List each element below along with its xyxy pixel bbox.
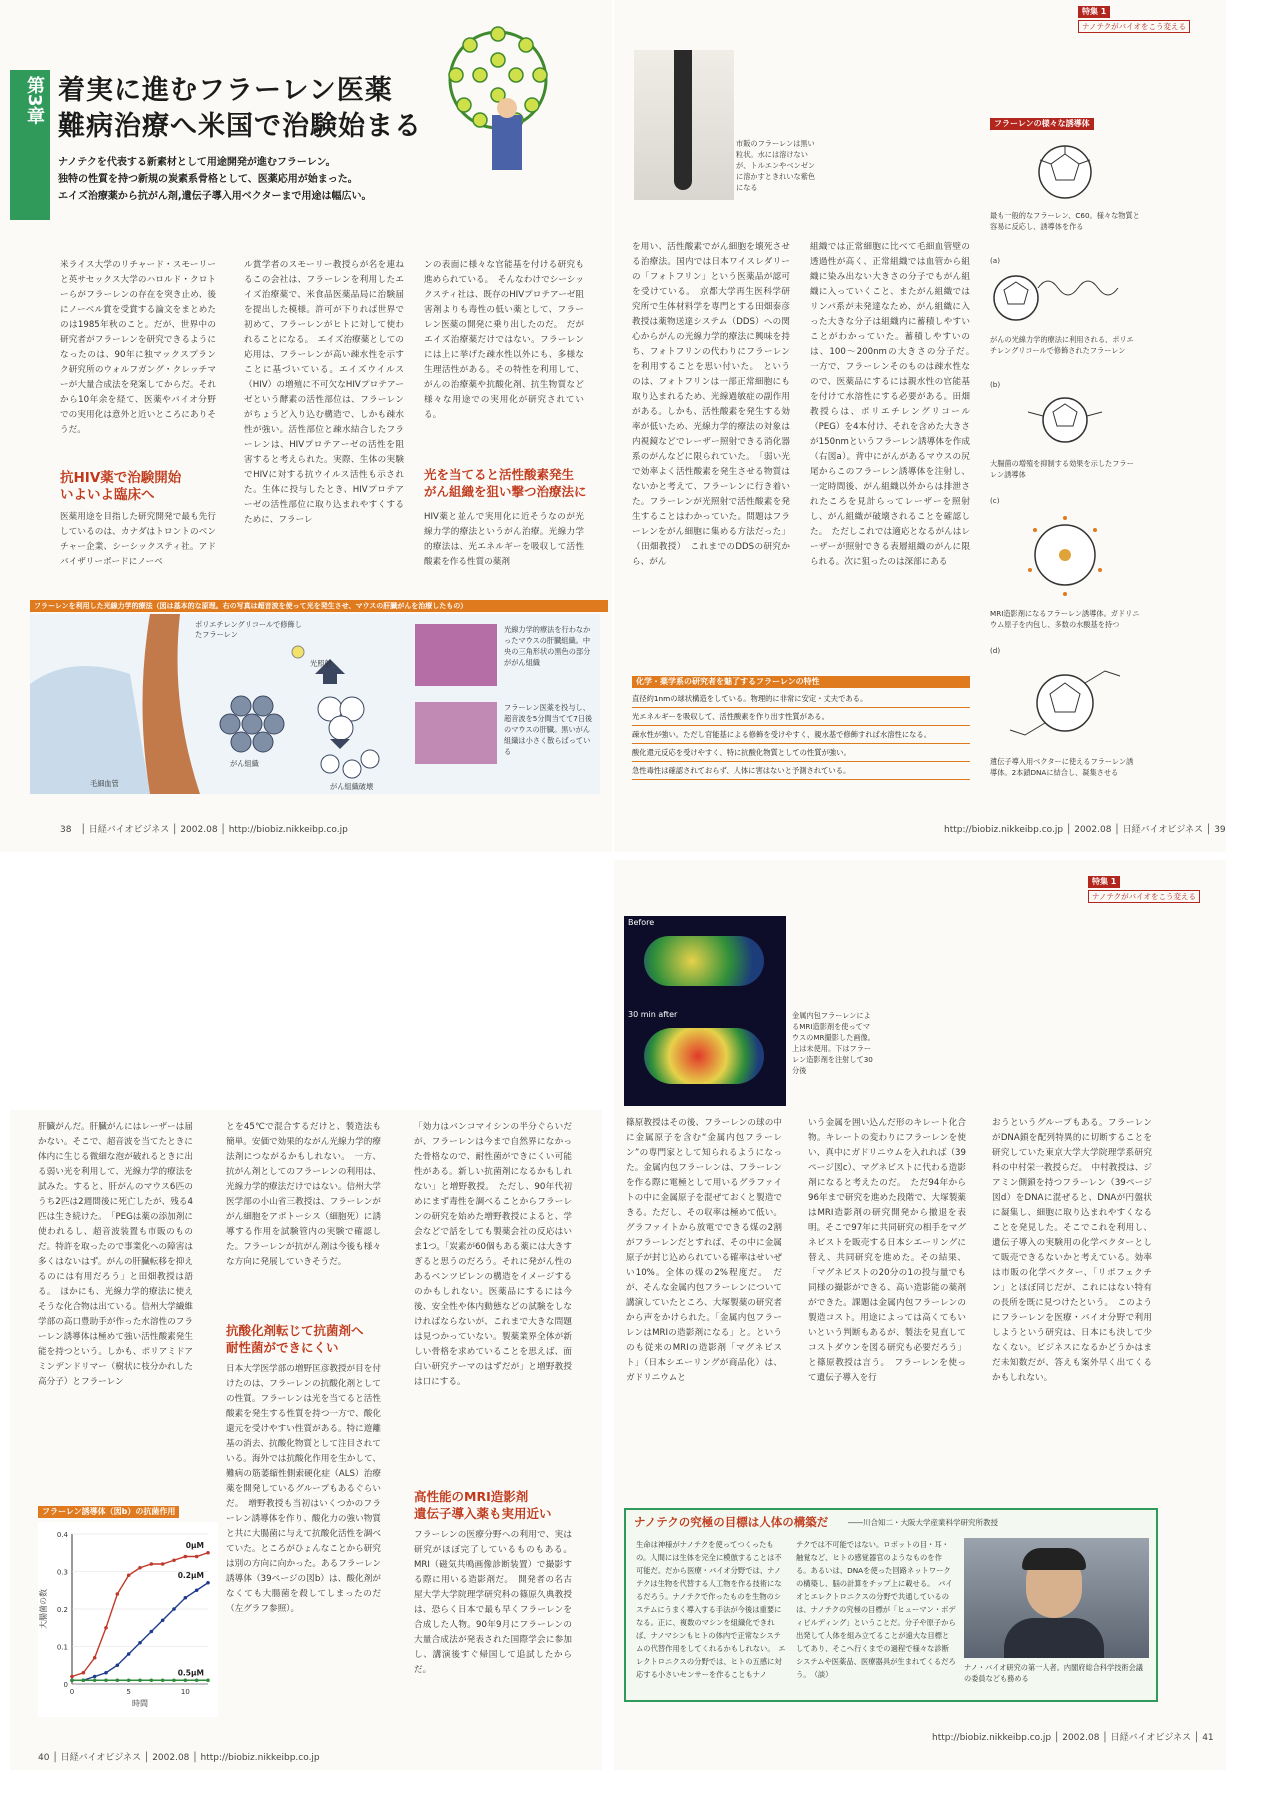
data-point	[138, 1678, 142, 1682]
data-point	[104, 1678, 108, 1682]
y-tick-label: 0.4	[56, 1531, 68, 1539]
body-col2-p39: 組織では正常細胞に比べて毛細血管壁の透過性が高く、正常組織では血管から組織に染み出ない大きさの分子でもがん組織に入っていくこと、またがん組織ではリンパ系が未発達なため、がん組織に入った大きな分子は組織内に蓄積しやすいことがわかっていた。蓄積しやすいのは、100～200nmの大きさの分子だ。 一方で、フラーレンそのものは疎水性なので、医薬品にするには親水性の官能基を付けて水溶性にする必要がある。田畑教授らは、ポリエチレングリコール（PEG）を4本付け、それを含めた大きさが150nmというフラーレン誘導体を作成（右図a）。背中にがんがあるマウスの尻尾からこのフラーレン誘導体を注射し、一定時間後、がん組織以外からは排泄されたころを見計らってレーザーを照射し、がん組織が破壊されることを確認した。 ただしこれでは適応となるがんはレーザーが照射できる表層組織のがんに限られる。次に狙ったのは深部にある	[810, 242, 979, 567]
chapter-label: 第3章	[24, 76, 45, 125]
caption-mri: 金属内包フラーレンによるMRI造影剤を使ってマウスのMR撮影した画像。上は未使用。下はフラーレン造影剤を注射して30分後	[792, 1011, 875, 1075]
lead-line2: 独特の性質を持つ新規の炭素系骨格として、医薬応用が始まった。	[58, 174, 358, 185]
structure-a	[990, 268, 1140, 328]
data-point	[206, 1678, 210, 1682]
data-point	[161, 1562, 165, 1566]
properties-row: 酸化還元反応を受けやすく、特に抗酸化物質としての性質が強い。	[632, 744, 970, 762]
x-tick-label: 5	[126, 1688, 131, 1696]
data-point	[104, 1671, 108, 1675]
x-tick-label: 10	[180, 1688, 190, 1696]
body-col3b-p38: HIV薬と並んで実用化に近そうなのが光線力学的療法というがん治療。光線力学的療法は、光エネルギーを吸収して活性酸素を作る性質の薬剤	[424, 512, 584, 567]
data-point	[93, 1678, 97, 1682]
chart-title-antibacterial: フラーレン誘導体（図b）の抗菌作用	[38, 1506, 179, 1518]
sb-label-c: (c)	[990, 496, 1000, 505]
data-point	[172, 1607, 176, 1611]
body-col1-p38: 米ライス大学のリチャード・スモーリーと英サセックス大学のハロルド・クロトーらがフラーレンの存在を突き止め、後にノーベル賞を受賞する論文をまとめたのは1985年秋のこと。だが、世界中の研究者がフラーレンを研究できるようになったのは、90年に独マックスプランク研究所のウォルフガング・クレッチマーが大量合成法を発案してからだ。それから10年余を経て、医薬やバイオ分野での実用化は意外と近いところにありそうだ。	[60, 260, 216, 435]
fullerene-tube-photo	[634, 50, 734, 200]
structure-c	[990, 510, 1140, 600]
properties-row: 直径約1nmの球状構造をしている。物理的に非常に安定・丈夫である。	[632, 690, 970, 708]
subsection-label-p41: ナノテクがバイオをこう変える	[1088, 890, 1200, 903]
label-cancer-destroyed: がん組織破壊	[330, 782, 374, 791]
sidebar-title: フラーレンの様々な誘導体	[990, 118, 1094, 130]
properties-table	[632, 690, 970, 780]
heading-hiv-line1: 抗HIV薬で治験開始	[60, 470, 182, 486]
data-point	[150, 1678, 154, 1682]
data-point	[195, 1555, 199, 1559]
section-label-p39: 特集 1	[1078, 6, 1110, 18]
caption-photo-treated: フラーレン医薬を投与し、超音波を5分間当てて7日後のマウスの肝臓。黒いがん組織は小さく散らばっている	[504, 703, 593, 756]
body-col1-p40: 肝臓がんだ。肝臓がんにはレーザーは届かない。そこで、超音波を当てたときに体内に生じる微細な泡が破れるときに出る弱い光を利用して、光線力学的療法を試みた。すると、肝がんのマウス6匹のうち2匹は2週間後に死亡したが、残る4匹は生き続けた。 「PEGは薬の添加剤に使われるし、超音波装置も市販のものだ。特許を取ったので事業化への障害は多くはないはず。がんの肝臓転移を抑えるのには有用だろう」と田畑教授は語る。 ほかにも、光線力学的療法に使えそうな化合物は出ている。信州大学繊維学部の高口豊助手が作った水溶性のフラーレン誘導体は極めて強い活性酸素発生能を持つという。しかも、ポリアミドアミンデンドリマー（樹状に枝分かれした高分子）とフラーレン	[38, 1122, 193, 1387]
x-axis-label: 時間	[132, 1699, 148, 1708]
data-point	[104, 1626, 108, 1630]
label-peg-fullerene: ポリエチレングリコールで修飾したフラーレン	[195, 620, 302, 639]
heading-antibacterial-line2: 耐性菌ができにくい	[226, 1340, 339, 1355]
lead-line1: ナノテクを代表する新素材として用途開発が進むフラーレン。	[58, 157, 336, 168]
page-40	[10, 1110, 602, 1770]
structure-d	[990, 658, 1140, 748]
data-point	[150, 1562, 154, 1566]
folio-p38: 38 │ 日経バイオビジネス │ 2002.08 │ http://biobiz.nikkeibp.co.jp	[60, 825, 348, 835]
properties-row: 急性毒性は確認されておらず、人体に害はないと予測されている。	[632, 762, 970, 780]
x-tick-label: 0	[69, 1688, 75, 1696]
heading-mri-line1: 高性能のMRI造影剤	[414, 1489, 529, 1504]
interview-author: ――川合知二・大阪大学産業科学研究所教授	[848, 1518, 998, 1527]
heading-antibacterial	[226, 1322, 391, 1356]
data-point	[127, 1573, 131, 1577]
caption-photo-untreated: 光線力学的療法を行わなかったマウスの肝臓組織。中央の三角形状の黒色の部分ががん組織	[504, 625, 591, 667]
data-point	[138, 1566, 142, 1570]
data-point	[138, 1641, 142, 1645]
data-point	[116, 1592, 120, 1596]
sb-label-a: (a)	[990, 256, 1001, 265]
figure-bar-photodynamic: フラーレンを利用した光線力学的療法（図は基本的な原理。右の写真は超音波を使って光を発生させ、マウスの肝臓がんを治療したもの）	[30, 600, 608, 612]
sb-caption-c: MRI造影剤になるフラーレン誘導体。ガドリニウム原子を内包し、多数の水酸基を持つ	[990, 609, 1140, 629]
sb-caption-a: がんの光線力学的療法に利用される、ポリエチレングリコールで修飾されたフラーレン	[990, 335, 1134, 355]
lead-text	[58, 154, 372, 205]
properties-row: 光エネルギーを吸収して、活性酸素を作り出す性質がある。	[632, 708, 970, 726]
body-col2a-p40: とを45℃で混合するだけと、製造法も簡単。安価で効果的ながん光線力学的療法剤につながるかもしれない。 一方、抗がん剤としてのフラーレンの利用は、光線力学的療法だけではない。信州大学医学部の小山省三教授は、フラーレンががん細胞をアポトーシス（細胞死）に誘導する作用を試験管内の実験で確認した。フラーレンが抗がん剤は今後も様々な方向に発展していきそうだ。	[226, 1122, 381, 1267]
data-point	[184, 1555, 188, 1559]
structure-b	[990, 390, 1140, 450]
interview-box	[624, 1508, 1158, 1702]
sidebar-derivatives	[990, 118, 1140, 818]
data-point	[93, 1656, 97, 1660]
chart-svg	[38, 1522, 218, 1717]
mri-before-label: Before	[628, 918, 655, 927]
heading-hiv-line2: いよいよ臨床へ	[60, 487, 155, 503]
section-label-p41: 特集 1	[1088, 876, 1120, 888]
portrait-photo	[964, 1538, 1149, 1658]
series-label: 0μM	[185, 1540, 204, 1550]
fullerene-mascot	[440, 20, 560, 180]
interview-col1: 生命は神様がナノテクを使ってつくったもの。人間には生体を完全に模倣することは不可能だ。だから医療・バイオ分野では、ナノテクは生物を代替する人工物を作る技術になるだろう。ナノテクで作ったものを生物のシステムにうまく導入する手法が今後は重要になる。正に、複数のマシンを組織化できれば、ナノマシンもヒトの体内で正常なシステムの代替作用をしてくれるかもしれない。 エレクトロニクスの分野では、ヒトの五感に対応する小さいセンサーを作ることもナノ	[636, 1540, 786, 1679]
interview-title: ナノテクの究極の目標は人体の構築だ	[634, 1515, 829, 1529]
page-title-line1: 着実に進むフラーレン医薬	[58, 75, 393, 106]
heading-hiv	[60, 470, 220, 504]
data-point	[82, 1678, 86, 1682]
heading-antibacterial-line1: 抗酸化剤転じて抗菌剤へ	[226, 1323, 364, 1338]
body-col3-p41: おうというグループもある。フラーレンがDNA鎖を配列特異的に切断することを研究していた東京大学大学院理学系研究科の中村栄一教授らだ。 中村教授は、ジアミン側鎖を持つフラーレン（39ページ図d）をDNAに混ぜると、DNAが円盤状に凝集し、細胞に取り込まれやすくなることを発見した。そこでこれを利用し、遺伝子導入の実験用の化学ベクターとして販売できるないかと考えている。効率は市販の化学ベクター、「リポフェクチン」とほぼ同じだが、これにはない特有の長所を既に見つけたという。 このようにフラーレンを医療・バイオ分野で利用しようという研究は、日本にも決して少なくない。ビジネスになるかどうかはまだ未知数だが、答えも案外早く出てくるかもしれない。	[992, 1118, 1152, 1383]
data-point	[161, 1618, 165, 1622]
y-tick-label: 0.1	[56, 1643, 68, 1652]
y-axis-label: 大腸菌の数	[39, 1589, 48, 1629]
caption-fullerene-tube: 市販のフラーレンは黒い粒状。水には溶けないが、トルエンやベンゼンに溶かすときれいな紫色になる	[736, 139, 816, 192]
data-point	[116, 1663, 120, 1667]
folio-p40: 40 │ 日経バイオビジネス │ 2002.08 │ http://biobiz.nikkeibp.co.jp	[38, 1753, 320, 1763]
body-col1-p41: 篠原教授はその後、フラーレンの球の中に金属原子を含む“金属内包フラーレン”の専門家として知られるようになった。金属内包フラーレンは、フラーレンを作る際に電極として用いるグラファイトの中に金属原子を混ぜておくと製造できる。ただし、その収率は極めて低い。グラファイトから放電でできる煤の2割がフラーレンだとすれば、その中に金属原子が封じ込められている確率はせいぜい10%。全体の煤の2%程度だ。 だが、そんな金属内包フラーレンについて講演していたところ、大塚製薬の研究者から声をかけられた。「金属内包フラーレンはMRIの造影剤になる」と。というのも従来のMRIの造影剤「マグネビスト」（日本シエーリングが商品化）は、ガドリニウムと	[626, 1118, 782, 1383]
page-39	[614, 0, 1226, 852]
y-tick-label: 0.3	[56, 1568, 68, 1577]
data-point	[206, 1581, 210, 1585]
label-cancer-tissue: がん組織	[230, 759, 259, 768]
label-capillary: 毛細血管	[90, 779, 119, 788]
body-col2b-p40: 日本大学医学部の増野匡彦教授が目を付けたのは、フラーレンの抗酸化剤としての性質。フラーレンは光を当てると活性酸素を発生する性質を持つ一方で、酸化還元を受けやすい性質がある。特に遊離基の消去、抗酸化物質として注目されている。海外では抗酸化作用を生かして、難病の筋萎縮性側索硬化症（ALS）治療薬を開発しているグループもあるぐらいだ。 増野教授も当初はいくつかのフラーレン誘導体を作り、酸化力の強い物質と共に大腸菌に与えて抗酸化活性を調べていた。ところがひょんなことから研究は別の方向に向かった。あるフラーレン誘導体（39ページの図b）は、酸化剤がなくても大腸菌を殺してしまったのだ（左グラフ参照）。	[226, 1364, 381, 1614]
data-point	[127, 1652, 131, 1656]
subsection-label-p39: ナノテクがバイオをこう変える	[1078, 20, 1190, 33]
body-col3a-p40: 「効力はバンコマイシンの半分ぐらいだが、フラーレンは今まで自然界になかった骨格なので、耐性菌ができにくい可能性がある。新しい抗菌剤になるかもしれない」と増野教授。 ただし、90年代初めにまず毒性を調べることからフラーレンの研究を始めた増野教授によると、学会などで話をしても製薬会社の反応はいま1つ。「炭素が60個もある薬には大きすぎると思うのだろう。それに発がん性のあるベンツピレンの構造をイメージするのかもしれない。医薬品にするには今後、安全性や体内動態などの試験をしなければならないが、これまで大きな問題は見つかっていない。製薬業界全体が新しい骨格を求めていることを思えば、面白い研究テーマのはずだが」と増野教授は口にする。	[414, 1122, 572, 1387]
sb-caption-c60: 最も一般的なフラーレン、C60。様々な物質と容易に反応し、誘導体を作る	[990, 211, 1140, 231]
figure-photodynamic	[30, 614, 600, 794]
sb-caption-d: 遺伝子導入用ベクターに使えるフラーレン誘導体。2本鎖DNAに結合し、凝集させる	[990, 757, 1134, 777]
chart-antibacterial	[38, 1522, 218, 1717]
data-point	[184, 1678, 188, 1682]
data-point	[172, 1678, 176, 1682]
data-point	[195, 1678, 199, 1682]
lead-line3: エイズ治療薬から抗がん剤,遺伝子導入用ベクターまで用途は幅広い。	[58, 191, 372, 202]
data-point	[195, 1588, 199, 1592]
data-point	[206, 1551, 210, 1555]
folio-p41: http://biobiz.nikkeibp.co.jp │ 2002.08 │ 日経バイオビジネス │ 41	[932, 1733, 1214, 1743]
heading-mri	[414, 1488, 584, 1522]
y-tick-label: 0	[63, 1681, 68, 1689]
data-point	[82, 1671, 86, 1675]
mri-after-label: 30 min after	[628, 1010, 678, 1019]
data-point	[70, 1678, 74, 1682]
table-title-properties: 化学・薬学系の研究者を魅了するフラーレンの特性	[632, 676, 970, 688]
body-col3b-p40: フラーレンの医療分野への利用で、実は研究がほぼ完了しているものもある。MRI（磁気共鳴画像診断装置）で撮影する際に用いる造影剤だ。 開発者の名古屋大学大学院理学研究科の篠原久典教授は、恐らく日本で最も早くフラーレンを合成した人物。90年9月にフラーレンの大量合成法が発表された国際学会に参加し、講演後すぐ帰国して追試したからだ。	[414, 1530, 572, 1675]
body-col2-p41: いう金属を囲い込んだ形のキレート化合物。キレートの変わりにフラーレンを使い、真中にガドリニウムを入れれば（39ページ図c）、マグネビストに代わる造影剤になると考えたのだ。 ただ94年から96年まで研究を進めた段階で、大塚製薬はMRI造影剤の研究開発から撤退を表明。そこで97年に共同研究の相手をマグネビストを販売する日本シエーリングに替え、共同研究を進めた。その結果、「マグネビストの20分の1の投与量でも同様の撮影ができる、高い造影能の薬剤ができた。課題は金属内包フラーレンの製造コスト。用途によっては高くてもいいという判断もあるが、製法を見直してコストダウンを図る研究も必要だろう」と篠原教授は言う。 フラーレンを使って遺伝子導入を行	[808, 1118, 966, 1383]
data-point	[184, 1596, 188, 1600]
series-label: 0.5μM	[177, 1668, 204, 1678]
data-point	[70, 1675, 74, 1679]
heading-photodynamic-line2: がん組織を狙い撃つ治療法に	[424, 484, 587, 499]
body-col1b-p38: 医薬用途を目指した研究開発で最も先行しているのは、カナダはトロントのベンチャー企業、シーシックスティ社。アドバイザリーボードにノーベ	[60, 512, 216, 567]
label-light-irradiation: 光照射	[310, 659, 332, 668]
heading-photodynamic	[424, 466, 599, 500]
data-point	[116, 1678, 120, 1682]
page-41	[614, 860, 1226, 1770]
page-title-line2: 難病治療へ米国で治験始まる	[58, 111, 422, 142]
heading-mri-line2: 遺伝子導入薬も実用近い	[414, 1506, 552, 1521]
mri-image	[624, 916, 786, 1106]
page-38	[0, 0, 612, 852]
sb-caption-b: 大腸菌の増殖を抑制する効果を示したフラーレン誘導体	[990, 459, 1134, 479]
data-point	[150, 1630, 154, 1634]
portrait-caption: ナノ・バイオ研究の第一人者。内閣府総合科学技術会議の委員なども務める	[964, 1663, 1143, 1683]
body-col1-p39: を用い、活性酸素でがん細胞を壊死させる治療法。国内では日本ワイスレダリーの「フォトフリン」という医薬品が認可を受けている。 京都大学再生医科学研究所で生体材料学を専門とする田畑泰彦教授は薬物送達システム（DDS）への関心からがんの光線力学的療法に興味を持ち、フォトフリンの代わりにフラーレンを利用することを思い付いた。 というのは、フォトフリンは一部正常細胞にも取り込まれるため、光線過敏症の副作用がある。しかも、活性酸素を発生する効率が低いため、光線力学的療法の対象は内視鏡などでレーザー照射できる消化器系のがんなどに限られていた。 「弱い光で効率よく活性酸素を発生させる物質はないかと考えて、フラーレンに行き着いた。フラーレンが光照射で活性酸素を発生することはわかっていた。問題はフラーレンをがん細胞に集める方法だった」（田畑教授） これまでのDDSの研究から、がん	[632, 242, 790, 567]
heading-photodynamic-line1: 光を当てると活性酸素発生	[424, 467, 575, 482]
folio-p39: http://biobiz.nikkeibp.co.jp │ 2002.08 │ 日経バイオビジネス │ 39	[944, 825, 1226, 835]
sb-label-b: (b)	[990, 380, 1001, 389]
data-point	[93, 1675, 97, 1679]
body-col3a-p38: ンの表面に様々な官能基を付ける研究も進められている。 そんなわけでシーシックスティ社は、既存のHIVプロテアーゼ阻害剤よりも毒性の低い薬として、フラーレン医薬の開発に乗り出したのだ。 だがエイズ治療薬だけではない。フラーレンには上に挙げた疎水性以外にも、多様な生理活性がある。その特性を利用して、がんの治療薬や抗酸化剤、抗生物質など様々な用途での実用化が研究されている。	[424, 260, 584, 420]
y-tick-label: 0.2	[56, 1606, 68, 1614]
body-col2-p38: ル賞学者のスモーリー教授らが名を連ねるこの会社は、フラーレンを利用したエイズ治療薬で、米食品医薬品局に治験届を提出した模様。許可が下りれば世界で初めて、フラーレンがヒトに対して使われることになる。 エイズ治療薬としての応用は、フラーレンが高い疎水性を示すことに基づいている。エイズウイルス（HIV）の増殖に不可欠なHIVプロテアーゼという酵素の活性部位は、フラーレンがちょうど入り込む構造で、しかも疎水性が強い。活性部位と疎水結合したフラーレンは、HIVプロテアーゼの活性を阻害すると考えられた。実際、生体の実験でHIVに対する抗ウイルス活性も示された。生体に投与したとき、HIVプロテアーゼの活性部位に取り込まれやすくするために、フラーレ	[244, 260, 404, 525]
series-line	[72, 1583, 208, 1681]
interview-col2: テクでは不可能ではない。ロボットの目・耳・触覚など、ヒトの感覚器官のようなものを作る。あるいは、DNAを使った回路ネットワークの構築し、脳の計算をチップ上に載せる。 バイオとエレクトロニクスの分野で共通しているのは、ナノテクの究極の目標が「ヒューマン・ボディビルディング」ということだ。分子や原子から出発して人体を組み立てることが遠大な目標としてあり、そこへ行くまでの過程で様々な診断システムや医薬品、医療器具が生まれてくるだろう。 （談）	[796, 1540, 956, 1679]
data-point	[172, 1558, 176, 1562]
c60-structure	[1030, 142, 1100, 202]
data-point	[161, 1678, 165, 1682]
data-point	[127, 1678, 131, 1682]
sb-label-d: (d)	[990, 646, 1001, 655]
series-label: 0.2μM	[177, 1570, 204, 1580]
properties-row: 疎水性が強い。ただし官能基による修飾を受けやすく、親水基で修飾すれば水溶性になる。	[632, 726, 970, 744]
